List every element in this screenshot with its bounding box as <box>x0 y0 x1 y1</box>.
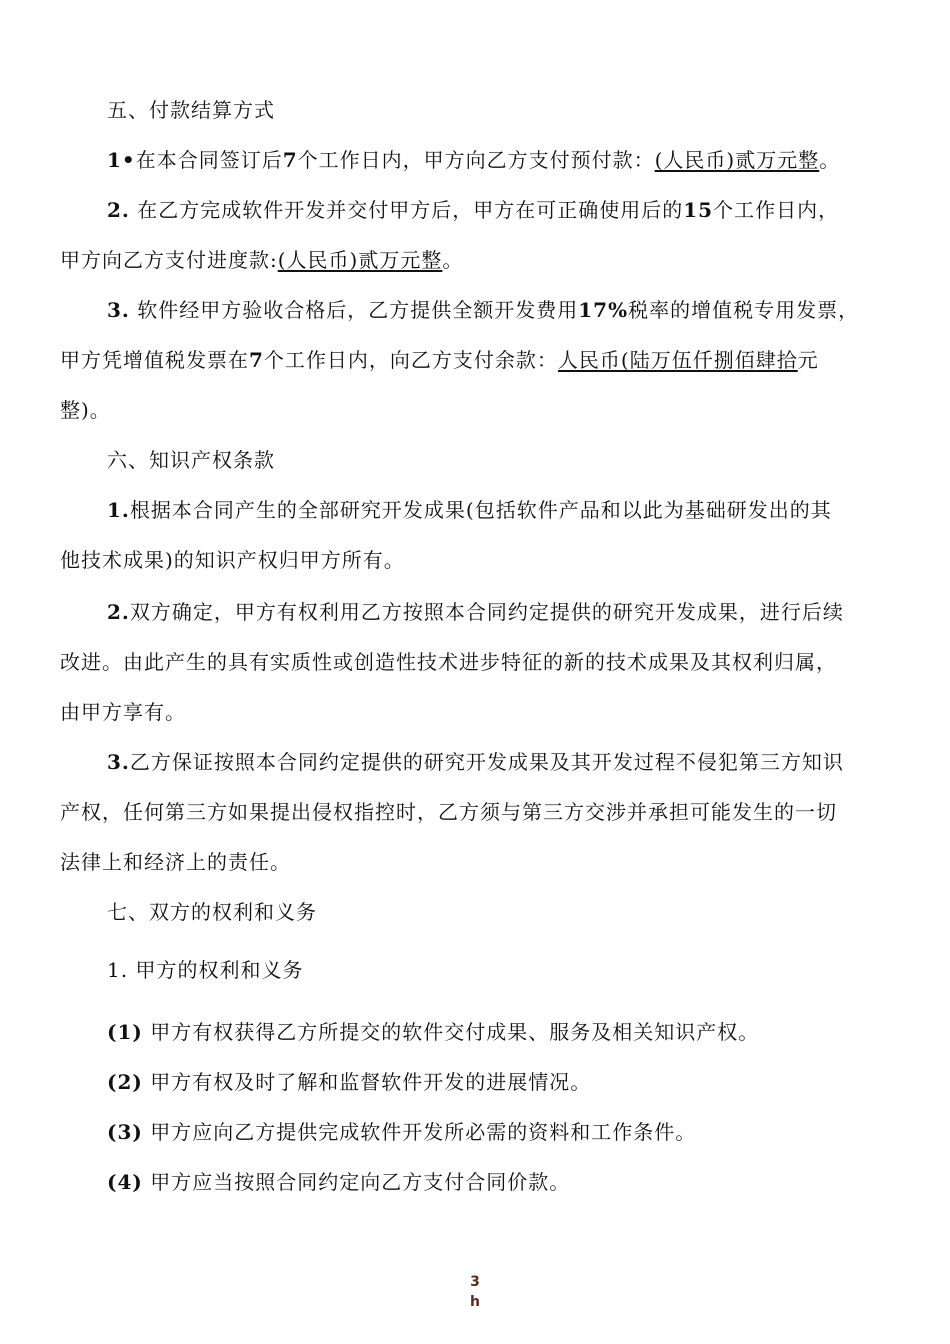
list-text: 甲方有权及时了解和监督软件开发的进展情况。 <box>150 1070 592 1094</box>
paragraph-line: 由甲方享有。 <box>60 700 186 724</box>
text-segment: 个工作日内，向乙方支付余款： <box>263 348 558 372</box>
item-number: 3. <box>107 298 130 322</box>
paragraph-line <box>107 198 839 222</box>
paragraph-line <box>107 148 840 172</box>
page-number: 3 <box>470 1274 480 1290</box>
item-number: 2. <box>107 198 130 222</box>
text-segment: 甲方向乙方支付进度款: <box>60 248 278 272</box>
text-segment: 个工作日内， <box>713 198 840 222</box>
number-value: 7 <box>249 348 264 372</box>
paragraph-line: 整)。 <box>60 398 111 422</box>
page-number-suffix: h <box>470 1294 480 1310</box>
paragraph-line: 法律上和经济上的责任。 <box>60 850 291 874</box>
paragraph-line <box>60 248 463 272</box>
paragraph-line: 产权，任何第三方如果提出侵权指控时，乙方须与第三方交涉并承担可能发生的一切 <box>60 800 837 824</box>
list-number: (4) <box>107 1170 143 1194</box>
paragraph-line <box>60 348 819 372</box>
paragraph-line <box>107 750 844 774</box>
number-value: 7 <box>282 148 298 172</box>
item-number: 1. <box>107 498 130 522</box>
text-segment: 根据本合同产生的全部研究开发成果(包括软件产品和以此为基础研发出的其 <box>129 498 832 522</box>
list-text: 甲方应向乙方提供完成软件开发所必需的资料和工作条件。 <box>150 1120 697 1144</box>
text-segment: 。 <box>819 148 841 172</box>
number-value: 15 <box>683 198 714 222</box>
text-segment: 元 <box>797 348 819 372</box>
list-item <box>107 1070 591 1094</box>
text-segment: 。 <box>442 248 464 272</box>
section-heading: 七、双方的权利和义务 <box>107 900 317 924</box>
paragraph-line: 他技术成果)的知识产权归甲方所有。 <box>60 548 405 572</box>
text-segment: 甲方凭增值税发票在 <box>60 348 249 372</box>
paragraph-line <box>107 600 844 624</box>
item-number: 3. <box>107 750 130 774</box>
item-number: 1• <box>107 148 136 172</box>
list-number: (2) <box>107 1070 143 1094</box>
list-item <box>107 1120 696 1144</box>
text-segment: 在本合同签订后 <box>135 148 283 172</box>
list-number: (1) <box>107 1020 143 1044</box>
amount-underlined: (人民币)贰万元整 <box>277 248 443 272</box>
text-segment: 软件经甲方验收合格后，乙方提供全额开发费用 <box>137 298 579 322</box>
paragraph-line: 改进。由此产生的具有实质性或创造性技术进步特征的新的技术成果及其权利归属， <box>60 650 837 674</box>
paragraph-line <box>107 298 859 322</box>
section-heading: 五、付款结算方式 <box>107 98 275 122</box>
list-item <box>107 1020 759 1044</box>
item-number: 2. <box>107 600 130 624</box>
paragraph-line <box>107 498 832 522</box>
amount-underlined: 人民币(陆万伍仟捌佰肆拾 <box>557 348 798 372</box>
list-item <box>107 1170 570 1194</box>
text-segment: 双方确定，甲方有权利用乙方按照本合同约定提供的研究开发成果，进行后续 <box>129 600 844 624</box>
list-number: (3) <box>107 1120 143 1144</box>
subsection-heading: 1. 甲方的权利和义务 <box>107 958 304 982</box>
list-text: 甲方有权获得乙方所提交的软件交付成果、服务及相关知识产权。 <box>150 1020 760 1044</box>
amount-underlined: (人民币)贰万元整 <box>654 148 820 172</box>
text-segment: 乙方保证按照本合同约定提供的研究开发成果及其开发过程不侵犯第三方知识 <box>129 750 844 774</box>
list-text: 甲方应当按照合同约定向乙方支付合同价款。 <box>150 1170 571 1194</box>
text-segment: 税率的增值税专用发票， <box>628 298 860 322</box>
section-heading: 六、知识产权条款 <box>107 448 275 472</box>
text-segment: 在乙方完成软件开发并交付甲方后，甲方在可正确使用后的 <box>137 198 684 222</box>
number-value: 17% <box>578 298 629 322</box>
text-segment: 个工作日内，甲方向乙方支付预付款： <box>297 148 655 172</box>
